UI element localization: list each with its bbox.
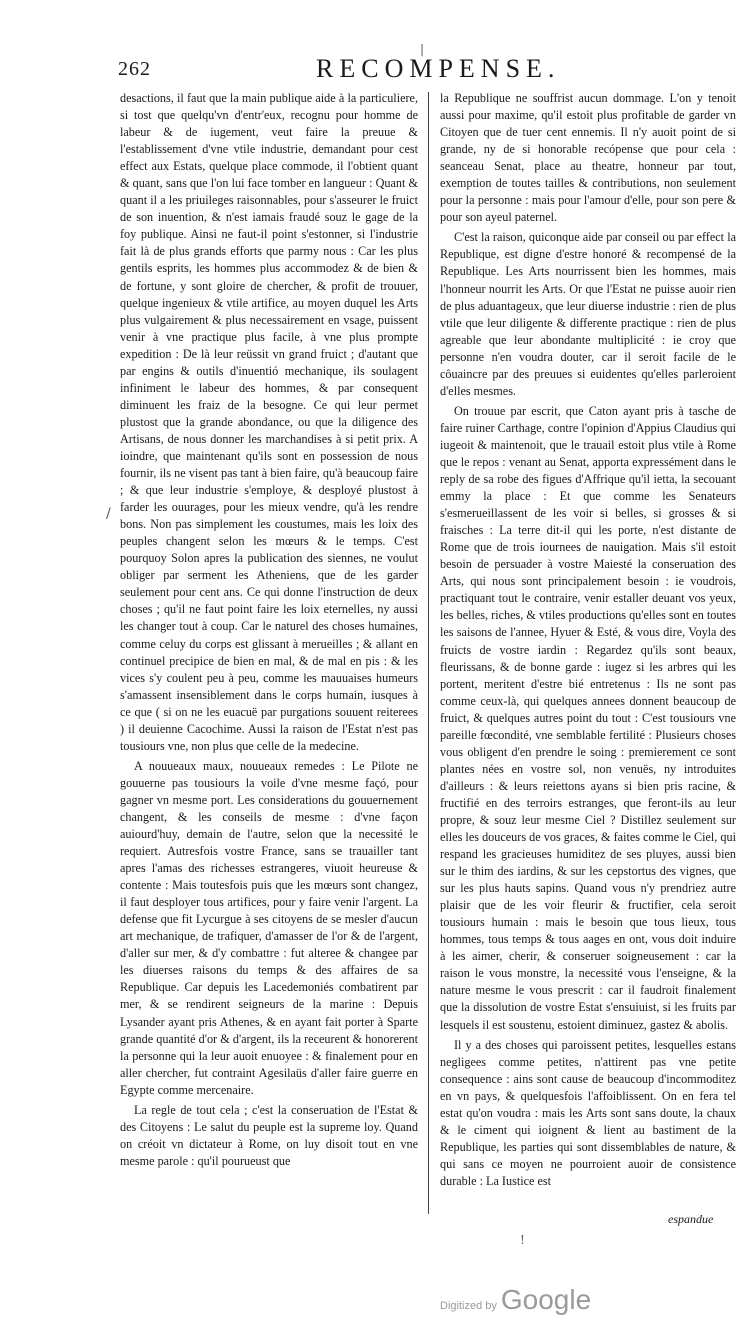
right-column	[440, 90, 736, 1190]
margin-mark: /	[106, 506, 111, 522]
bottom-mark: !	[520, 1233, 525, 1247]
google-logo: Google	[500, 1284, 592, 1315]
page-number: 262	[118, 58, 151, 80]
right-paragraph-1: la Republique ne souffrist aucun dommage. L'on y tenoit aussi pour maxime, qu'il estoit plus profitable de garder vn Citoyen que de tuer cent ennemis. Il n'y auoit point de si grande, ny de si honorable recópense que pour cela : seanceau Senat, place au theatre, honneur par tout, exemption de toutes tailles & contributions, non seulement pour la personne : mais pour l'amour d'elle, pour son pere & pour son ayeul paternel.	[440, 91, 736, 225]
left-paragraph-3: La regle de tout cela ; c'est la conseruation de l'Estat & des Citoyens : Le salut du peuple est la supreme loy. Quand on créoit vn dictateur à Rome, on luy disoit tout en vne mesme parole : qu'il pourueust que	[120, 1102, 418, 1168]
left-paragraph-1: desactions, il faut que la main publique aide à la particuliere, si tost que quelqu'vn d'entr'eux, recognu pour homme de labeur & de iugement, veut faire la preuue & l'establissement d'vne vtile industrie, demandant pour cest effect aux Estats, quelque place commode, il l'obtient quant & quant, sans que l'on lui face tomber en langueur : Quant & quant il a les priuileges raisonnables, pour s'asseurer le fruict de son inuention, & n'est iamais fraudé souz le gage de la foy publique. Ainsi ne faut-il point s'estonner, si l'industrie fait là de plus grands efforts que parmy nous : Car les plus gentils esprits, les hommes plus accommodez & de bien & de fortune, y sont gloire de chercher, & profit de trouuer, quelque ingenieux & vtile artifice, au moyen duquel les Arts plus vulgairement & plus necessairement en vsage, puissent venir à vne practique plus facile, à vne plus prompte expedition : De là leur reüssit vn grand fruict ; d'autant que par engins & outils d'inuentió mechanique, ils soulagent infiniment le labeur des hommes, & par consequent diminuent les fraiz de la besogne. Ce qui leur permet plustost que la grande abondance, ou que la diligence des Artisans, de nous donner les marchandises à si petit prix. A ioindre, que maintenant qu'ils sont en possession de nous fournir, ils ne visent pas tant à bien faire, qu'à beaucoup faire ; & que leur industrie s'employe, & desployé plustost à farder les ouurages, pour les mieux vendre, qu'à les rendre bons. Non pas simplement les coustumes, mais les loix des peuples changent selon les mœurs & le temps. C'est pourquoy Solon apres la publication des siennes, ne voulut obliger par serment les Atheniens, que de les garder seulement pour cent ans. Ce qui donne l'instruction de deux choses ; qu'il ne faut point faire les loix eternelles, ny aussi les changer tout à coup. Car le naturel des choses humaines, comme celuy du corps est glissant à merueilles ; & allant en continuel precipice de bien en mal, & de mal en pis : & les vices s'y coulent peu à peu, comme les mauuaises humeurs s'amassent insensiblement dans le corps humain, iusques à ce que ( si on ne les euacuë par purgations souuent reiterees ) il deuienne Cacochime. Aussi la raison de l'Estat n'est pas tousiours vne, non plus que celle de la medecine.	[120, 91, 418, 753]
right-paragraph-3: On trouue par escrit, que Caton ayant pris à tasche de faire ruiner Carthage, contre l'opinion d'Appius Claudius qui iugeoit & maintenoit, que le trauail estoit plus vtile à Rome que le repos : venant au Senat, apporta expressément dans le reply de sa robe des figues d'Affrique qu'il ietta, la secouant emmy la place : Et que comme les Senateurs s'esmerueillassent de les voir si belles, si grosses & si fraisches : La terre dit-il qui les porte, n'est distante de Rome que de trois iournees de nauigation. Mais s'il estoit besoin de persuader à vostre Maiesté la conseruation des Arts, qui nous sont principalement besoin : ie voudrois, practiquant tout le contraire, venir estaller deuant vos yeux, les belles, riches, & vtiles productions qu'elles sont en toutes les saisons de l'annee, Hyuer & Esté, & vous dire, Voyla des fruicts de vostre iardin : Regardez qu'ils sont beaux, fleurissans, & de bonne garde : iugez si les arbres qui les portent, meritent d'estre bié entretenus : Ils ne sont pas comme ceux-là, qui quelques annees donnent beaucoup de fruict, & quelques autres point du tout : C'est tousiours vne pareille fœcondité, vne semblable fertilité : Plusieurs choses vous obligent d'en prendre le soing : premierement ce sont plantes nées en vostre sol, non venuës, ny introduites d'ailleurs : & leurs reiettons ayans si bien pris racine, & fructifié en des terroirs estranges, que feront-ils au leur propre, & souz leur mesme Ciel ? Distillez seulement sur elles les douceurs de vos graces, & faites comme le Ciel, qui respand les gracieuses humiditez de ses pluyes, aussi bien sur le thim des iardins, & sur les cepstortus des vignes, que sur les plus hauts sapins. Quand vous n'y prendriez autre plaisir que de les voir fleurir & fructifier, cela seroit tousiours humain : mais le besoin que tous lieux, tous hommes, tous temps & tous aages en ont, vous doit induire à les aimer, cherir, & conseruer soigneusement : car la raison le vous monstre, la necessité vous l'enseigne, & la nature mesme le vous prescrit : car il faudroit finalement que la dissolution de vostre Estat s'ensuiuist, si les fruits par lesquels il est soustenu, estoient diminuez, gastez & abolis.	[440, 403, 736, 1032]
right-paragraph-4: Il y a des choses qui paroissent petites, lesquelles estans negligees comme petites, n'attirent pas vne petite consequence : ains sont cause de beaucoup d'incommoditez en vn pays, & quelquesfois l'affoiblissent. On en fera tel estat qu'on voudra : mais les Arts sont sans doute, la chaux & le ciment qui ioignent & lient au bastiment de la Republique, les parties qui sont dissemblables de nature, & qui sans ce moyen ne pourroient auoir de consistence durable : La Iustice est	[440, 1037, 736, 1188]
google-watermark	[440, 1284, 591, 1316]
left-column	[120, 90, 418, 1170]
right-paragraph-2: C'est la raison, quiconque aide par conseil ou par effect la Republique, est digne d'estre honoré & recompensé de la Republique. Les Arts nourrissent bien les hommes, mais l'honneur nourrit les Arts. Or que l'Estat ne puisse auoir rien de plus aduantageux, que leur diuerse industrie : rien de plus vtile que leur diligente & differente practique : rien de plus agreable que leur abondante multiplicité : ie croy que personne n'en voudra douter, car il seroit facile de le côuaincre par des preuues si euidentes qu'elles parleroient d'elles mesmes.	[440, 230, 736, 398]
top-mark: |	[420, 42, 425, 56]
watermark-prefix: Digitized by	[440, 1300, 497, 1312]
column-divider	[428, 92, 429, 1214]
page-header	[118, 52, 732, 92]
catchword: espandue	[668, 1212, 714, 1226]
running-head: RECOMPENSE.	[316, 54, 561, 83]
left-paragraph-2: A nouueaux maux, nouueaux remedes : Le Pilote ne gouuerne pas tousiours la voile d'vne mesme façó, pour gagner vn mesme port. Les considerations du gouuernement changent, & les conseils de mesme : d'vne façon auiourd'huy, demain de l'autre, selon que la necessité le requiert. Autresfois vostre France, sans se trauailler tant apres l'amas des richesses estrangeres, viuoit heureuse & contente : Mais toutesfois puis que les mœurs sont changez, il faut desployer tous artifices, pour y faire venir l'argent. La defense que fit Lycurgue à ses citoyens de se mesler d'aucun art mechanique, de trafiquer, d'amasser de l'or & de l'argent, d'aller sur mer, & d'y combattre : fut alteree & changee par les diuerses raisons du temps & des affaires de sa Republique. Car depuis les Lacedemoniés combatirent par mer, & se rendirent seigneurs de la marine : Depuis Lysander ayant pris Athenes, & en ayant fait porter à Sparte grande quantité d'or & d'argent, ils la receurent & honorerent la personne qui la leur auoit enuoyee : & finalement pour en aller chercher, fut contraint Agesilaüs d'aller faire guerre en Egypte comme mercenaire.	[120, 758, 418, 1097]
